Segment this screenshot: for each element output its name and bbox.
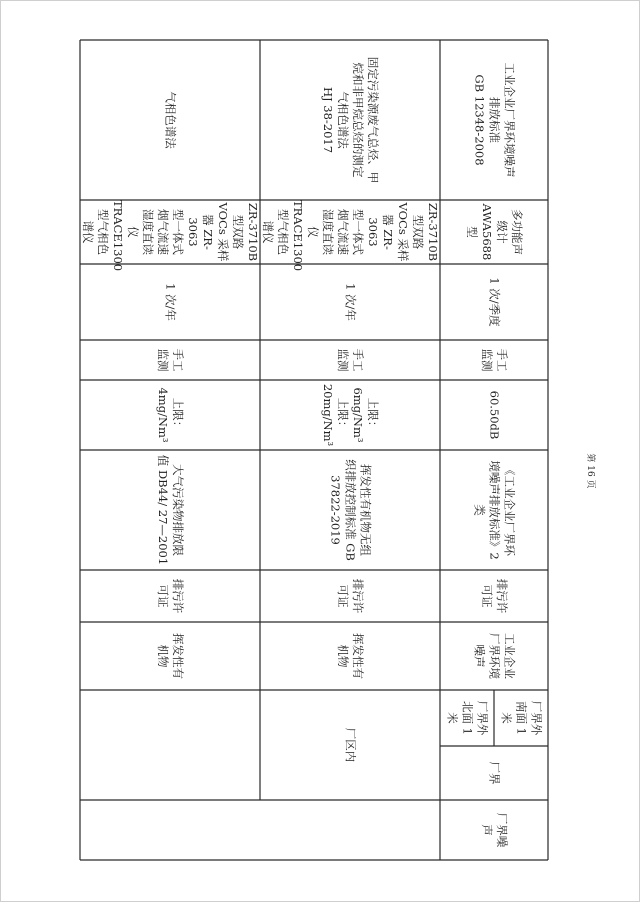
row1-frequency: 1 次/年 bbox=[163, 283, 178, 321]
row2-instrument: ZR-3710B 型双路 VOCs 采样 器 ZR-3063 型一体式 烟气流速 湿度直读 仪 TRACE1300 型气相色 谱仪 bbox=[261, 200, 440, 272]
row3-standard: 《工业企业厂界环 境噪声排放标准》2 类 bbox=[472, 460, 517, 560]
row1-monitoring-method: 手工 监测 bbox=[156, 348, 185, 372]
row2-standard: 挥发性有机物无组 织排放控制标准 GB 37822-2019 bbox=[328, 459, 373, 561]
row2-location: 厂区内 bbox=[343, 727, 358, 763]
row3-point-south: 厂界外 南面 1 米 bbox=[499, 700, 544, 736]
row1-limit: 上限： 4mg/Nm³ bbox=[156, 387, 185, 443]
row2-analysis-method: 固定污染源废气总烃、甲 烷和非甲烷总烃的测定 气相色谱法 HJ 38-2017 bbox=[321, 56, 380, 184]
row3-monitoring-method: 手工 监测 bbox=[480, 348, 509, 372]
row1-analysis-method: 气相色谱法 bbox=[163, 91, 178, 149]
row2-pollutant: 挥发性有 机物 bbox=[336, 633, 365, 679]
row3-permit: 排污许 可证 bbox=[480, 578, 509, 614]
row1-permit: 排污许 可证 bbox=[156, 578, 185, 614]
row3-instrument: 多功能声 级计 AWA5688 型 bbox=[465, 203, 524, 261]
row1-pollutant: 挥发性有 机物 bbox=[156, 633, 185, 679]
row2-frequency: 1 次/年 bbox=[343, 283, 358, 321]
row3-limit: 60.50dB bbox=[487, 390, 502, 440]
row3-point-north: 厂界外 北面 1 米 bbox=[445, 700, 490, 736]
row1-standard: 大气污染物排放限 值 DB44/ 27—2001 bbox=[156, 454, 185, 566]
row2-limit: 上限： 6mg/Nm³ 上限： 20mg/Nm³ bbox=[321, 383, 380, 447]
row3-analysis-method: 工业企业厂界环境噪声 排放标准 GB 12348-2008 bbox=[472, 62, 517, 178]
page-number: 第 16 页 bbox=[585, 453, 595, 489]
row3-category: 厂界噪 声 bbox=[480, 812, 509, 848]
row3-boundary: 厂界 bbox=[487, 761, 502, 785]
row1-instrument: ZR-3710B 型双路 VOCs 采样 器 ZR-3063 型一体式 烟气流速 湿度直读 仪 TRACE1300 型气相色 谱仪 bbox=[81, 200, 260, 272]
row2-permit: 排污许 可证 bbox=[336, 578, 365, 614]
row3-frequency: 1 次/季度 bbox=[487, 277, 502, 327]
row3-pollutant: 工业企业 厂界环境 噪声 bbox=[472, 633, 517, 679]
row2-monitoring-method: 手工 监测 bbox=[336, 348, 365, 372]
